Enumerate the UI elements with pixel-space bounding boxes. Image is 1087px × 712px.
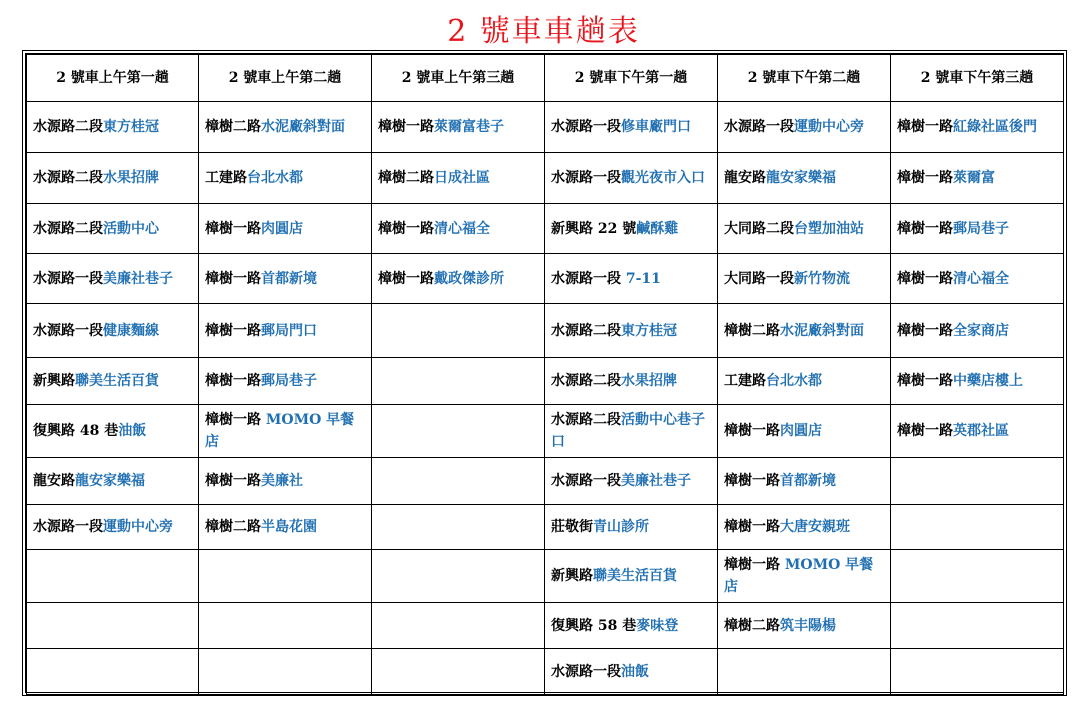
schedule-cell bbox=[545, 102, 718, 153]
stop-road: 樟樹一路 bbox=[897, 170, 953, 186]
table-row bbox=[27, 603, 1064, 649]
stop-road: 水源路二段 bbox=[33, 119, 103, 135]
stop-road: 樟樹一路 bbox=[724, 557, 785, 573]
stop-place: 郵局巷子 bbox=[261, 373, 317, 389]
stop-place: 觀光夜市入口 bbox=[621, 170, 705, 186]
schedule-cell bbox=[372, 505, 545, 550]
stop-road: 新興路 22 號 bbox=[551, 220, 637, 237]
stop-place: 全家商店 bbox=[953, 322, 1009, 339]
stop-place: 水泥廠斜對面 bbox=[780, 322, 864, 339]
stop-place: 清心福全 bbox=[953, 270, 1009, 287]
stop-place: 聯美生活百貨 bbox=[75, 373, 159, 389]
schedule-cell bbox=[372, 204, 545, 254]
stop-place: 筑丰陽楊 bbox=[780, 617, 836, 634]
stop-place: 台塑加油站 bbox=[794, 220, 864, 237]
schedule-cell bbox=[891, 603, 1064, 649]
stop-place: 英郡社區 bbox=[953, 423, 1009, 439]
stop-place: 半島花園 bbox=[261, 519, 317, 535]
stop-road: 樟樹一路 bbox=[724, 423, 780, 439]
schedule-cell bbox=[27, 204, 199, 254]
schedule-cell bbox=[891, 405, 1064, 458]
schedule-cell bbox=[545, 254, 718, 304]
stop-place: MOMO 早餐店 bbox=[724, 557, 874, 595]
stop-place: 台北水都 bbox=[247, 170, 303, 186]
schedule-cell bbox=[27, 358, 199, 405]
table-row bbox=[27, 458, 1064, 505]
schedule-table bbox=[26, 54, 1064, 695]
stop-road: 樟樹一路 bbox=[897, 322, 953, 339]
table-row bbox=[27, 254, 1064, 304]
stop-road: 樟樹一路 bbox=[205, 473, 261, 489]
stop-place: 油飯 bbox=[621, 663, 649, 680]
stop-road: 樟樹二路 bbox=[724, 322, 780, 339]
stop-place: 美廉社 bbox=[261, 473, 303, 489]
schedule-cell bbox=[718, 254, 891, 304]
stop-road: 水源路二段 bbox=[551, 373, 621, 389]
stop-road: 樟樹二路 bbox=[205, 119, 261, 135]
stop-place: 新竹物流 bbox=[794, 270, 850, 287]
stop-place: 肉圓店 bbox=[780, 423, 822, 439]
table-row bbox=[27, 405, 1064, 458]
schedule-cell bbox=[545, 405, 718, 458]
table-row bbox=[27, 358, 1064, 405]
schedule-cell bbox=[718, 102, 891, 153]
schedule-cell bbox=[199, 204, 372, 254]
stop-place: 水果招牌 bbox=[103, 170, 159, 186]
stop-road: 樟樹一路 bbox=[897, 373, 953, 389]
col-header-am-1: 2 號車上午第一趟 bbox=[27, 55, 199, 102]
stop-place: 美廉社巷子 bbox=[621, 473, 691, 489]
table-row bbox=[27, 505, 1064, 550]
schedule-cell bbox=[545, 304, 718, 358]
stop-road: 水源路一段 bbox=[551, 473, 621, 489]
stop-road: 水源路一段 bbox=[724, 119, 794, 135]
stop-road: 水源路二段 bbox=[551, 412, 621, 428]
schedule-cell bbox=[891, 649, 1064, 695]
stop-place: 萊爾富巷子 bbox=[434, 119, 504, 135]
schedule-cell bbox=[718, 550, 891, 603]
stop-road: 水源路一段 bbox=[551, 170, 621, 186]
stop-road: 樟樹一路 bbox=[897, 423, 953, 439]
schedule-cell bbox=[891, 254, 1064, 304]
stop-road: 樟樹二路 bbox=[378, 170, 434, 186]
schedule-cell bbox=[891, 102, 1064, 153]
schedule-cell bbox=[27, 304, 199, 358]
schedule-cell bbox=[891, 358, 1064, 405]
schedule-cell bbox=[372, 405, 545, 458]
schedule-cell bbox=[545, 358, 718, 405]
schedule-cell bbox=[718, 304, 891, 358]
schedule-cell bbox=[545, 603, 718, 649]
schedule-cell bbox=[372, 102, 545, 153]
stop-road: 水源路一段 bbox=[551, 270, 621, 287]
schedule-cell bbox=[891, 153, 1064, 204]
schedule-cell bbox=[372, 649, 545, 695]
stop-road: 樟樹一路 bbox=[378, 220, 434, 237]
schedule-cell bbox=[718, 405, 891, 458]
stop-road: 樟樹一路 bbox=[897, 220, 953, 237]
stop-place: 日成社區 bbox=[434, 170, 490, 186]
stop-place: 肉圓店 bbox=[261, 220, 303, 237]
schedule-cell bbox=[199, 458, 372, 505]
schedule-cell bbox=[27, 505, 199, 550]
stop-road: 龍安路 bbox=[33, 473, 75, 489]
stop-place: 運動中心旁 bbox=[794, 119, 864, 135]
schedule-cell bbox=[27, 405, 199, 458]
stop-road: 大同路一段 bbox=[724, 270, 794, 287]
schedule-cell bbox=[199, 358, 372, 405]
stop-road: 樟樹一路 bbox=[205, 322, 261, 339]
header-row bbox=[27, 55, 1064, 102]
schedule-cell bbox=[27, 603, 199, 649]
schedule-cell bbox=[545, 204, 718, 254]
col-header-pm-2: 2 號車下午第二趟 bbox=[718, 55, 891, 102]
stop-road: 水源路一段 bbox=[33, 519, 103, 535]
schedule-cell bbox=[891, 458, 1064, 505]
stop-road: 水源路二段 bbox=[33, 220, 103, 237]
stop-place: 運動中心旁 bbox=[103, 519, 173, 535]
stop-road: 新興路 bbox=[33, 373, 75, 389]
stop-place: 聯美生活百貨 bbox=[593, 568, 677, 584]
schedule-cell bbox=[27, 550, 199, 603]
stop-place: 台北水都 bbox=[766, 373, 822, 389]
stop-place: 東方桂冠 bbox=[103, 119, 159, 135]
stop-road: 樟樹一路 bbox=[724, 473, 780, 489]
schedule-cell bbox=[199, 304, 372, 358]
table-row bbox=[27, 649, 1064, 695]
stop-road: 樟樹一路 bbox=[897, 119, 953, 135]
stop-road: 樟樹一路 bbox=[205, 270, 261, 287]
stop-place: 龍安家樂福 bbox=[75, 473, 145, 489]
schedule-cell bbox=[199, 102, 372, 153]
stop-place: MOMO 早餐店 bbox=[205, 412, 355, 450]
stop-place: 紅綠社區後門 bbox=[953, 119, 1037, 135]
stop-road: 樟樹一路 bbox=[724, 519, 780, 535]
table-row bbox=[27, 550, 1064, 603]
stop-road: 樟樹一路 bbox=[378, 119, 434, 135]
stop-road: 龍安路 bbox=[724, 170, 766, 186]
stop-place: 健康麵線 bbox=[103, 322, 159, 339]
schedule-cell bbox=[891, 304, 1064, 358]
stop-place: 戴政傑診所 bbox=[434, 270, 504, 287]
stop-place: 清心福全 bbox=[434, 220, 490, 237]
stop-place: 龍安家樂福 bbox=[766, 170, 836, 186]
stop-road: 樟樹二路 bbox=[205, 519, 261, 535]
schedule-cell bbox=[372, 458, 545, 505]
stop-road: 樟樹一路 bbox=[205, 373, 261, 389]
stop-place: 郵局門口 bbox=[261, 322, 317, 339]
schedule-cell bbox=[199, 550, 372, 603]
schedule-cell bbox=[372, 153, 545, 204]
schedule-cell bbox=[545, 550, 718, 603]
stop-place: 大唐安親班 bbox=[780, 519, 850, 535]
stop-place: 鹹酥雞 bbox=[636, 220, 679, 237]
page-title: 2 號車車趟表 bbox=[447, 14, 640, 49]
schedule-cell bbox=[545, 153, 718, 204]
stop-place: 水果招牌 bbox=[621, 373, 677, 389]
stop-place: 油飯 bbox=[118, 423, 147, 439]
stop-place: 中藥店樓上 bbox=[953, 373, 1023, 389]
stop-place: 東方桂冠 bbox=[621, 322, 677, 339]
col-header-am-3: 2 號車上午第三趟 bbox=[372, 55, 545, 102]
stop-place: 青山診所 bbox=[593, 519, 649, 535]
stop-place: 7-11 bbox=[621, 270, 661, 287]
stop-road: 工建路 bbox=[724, 373, 766, 389]
stop-road: 莊敬街 bbox=[551, 519, 593, 535]
stop-place: 活動中心 bbox=[103, 220, 159, 237]
table-row bbox=[27, 153, 1064, 204]
table-row bbox=[27, 204, 1064, 254]
schedule-cell bbox=[199, 649, 372, 695]
stop-place: 麥味登 bbox=[636, 617, 679, 634]
stop-road: 樟樹一路 bbox=[205, 412, 266, 428]
schedule-body bbox=[27, 102, 1064, 695]
stop-road: 水源路二段 bbox=[551, 322, 621, 339]
stop-road: 樟樹二路 bbox=[724, 617, 780, 634]
schedule-cell bbox=[372, 603, 545, 649]
schedule-cell bbox=[372, 358, 545, 405]
stop-road: 大同路二段 bbox=[724, 220, 794, 237]
schedule-cell bbox=[718, 505, 891, 550]
stop-road: 水源路一段 bbox=[33, 322, 103, 339]
schedule-cell bbox=[545, 458, 718, 505]
stop-place: 美廉社巷子 bbox=[103, 270, 173, 287]
schedule-cell bbox=[891, 505, 1064, 550]
schedule-cell bbox=[718, 458, 891, 505]
table-row bbox=[27, 102, 1064, 153]
stop-road: 新興路 bbox=[551, 568, 593, 584]
stop-road: 復興路 58 巷 bbox=[551, 617, 637, 634]
schedule-cell bbox=[372, 254, 545, 304]
schedule-cell bbox=[27, 458, 199, 505]
schedule-cell bbox=[199, 603, 372, 649]
col-header-pm-3: 2 號車下午第三趟 bbox=[891, 55, 1064, 102]
stop-place: 郵局巷子 bbox=[953, 220, 1009, 237]
stop-road: 樟樹一路 bbox=[205, 220, 261, 237]
stop-place: 首都新境 bbox=[261, 270, 317, 287]
stop-road: 水源路一段 bbox=[551, 663, 621, 680]
col-header-am-2: 2 號車上午第二趟 bbox=[199, 55, 372, 102]
stop-place: 修車廠門口 bbox=[621, 119, 691, 135]
stop-road: 工建路 bbox=[205, 170, 247, 186]
schedule-cell bbox=[372, 550, 545, 603]
schedule-cell bbox=[199, 153, 372, 204]
stop-road: 樟樹一路 bbox=[897, 270, 953, 287]
schedule-cell bbox=[718, 153, 891, 204]
table-row bbox=[27, 304, 1064, 358]
schedule-cell bbox=[891, 550, 1064, 603]
schedule-cell bbox=[27, 102, 199, 153]
schedule-cell bbox=[199, 254, 372, 304]
schedule-cell bbox=[718, 358, 891, 405]
schedule-cell bbox=[718, 649, 891, 695]
schedule-cell bbox=[718, 603, 891, 649]
schedule-cell bbox=[891, 204, 1064, 254]
stop-place: 水泥廠斜對面 bbox=[261, 119, 345, 135]
schedule-cell bbox=[199, 405, 372, 458]
schedule-cell bbox=[718, 204, 891, 254]
stop-road: 水源路一段 bbox=[551, 119, 621, 135]
schedule-cell bbox=[27, 153, 199, 204]
stop-road: 復興路 48 巷 bbox=[33, 423, 119, 439]
schedule-cell bbox=[199, 505, 372, 550]
stop-road: 樟樹一路 bbox=[378, 270, 434, 287]
col-header-pm-1: 2 號車下午第一趟 bbox=[545, 55, 718, 102]
schedule-cell bbox=[27, 254, 199, 304]
stop-road: 水源路一段 bbox=[33, 270, 103, 287]
schedule-cell bbox=[372, 304, 545, 358]
schedule-cell bbox=[545, 505, 718, 550]
stop-place: 首都新境 bbox=[780, 473, 836, 489]
schedule-cell bbox=[27, 649, 199, 695]
stop-place: 活動中心巷子口 bbox=[551, 412, 705, 450]
stop-place: 萊爾富 bbox=[953, 170, 995, 186]
schedule-cell bbox=[545, 649, 718, 695]
stop-road: 水源路二段 bbox=[33, 170, 103, 186]
